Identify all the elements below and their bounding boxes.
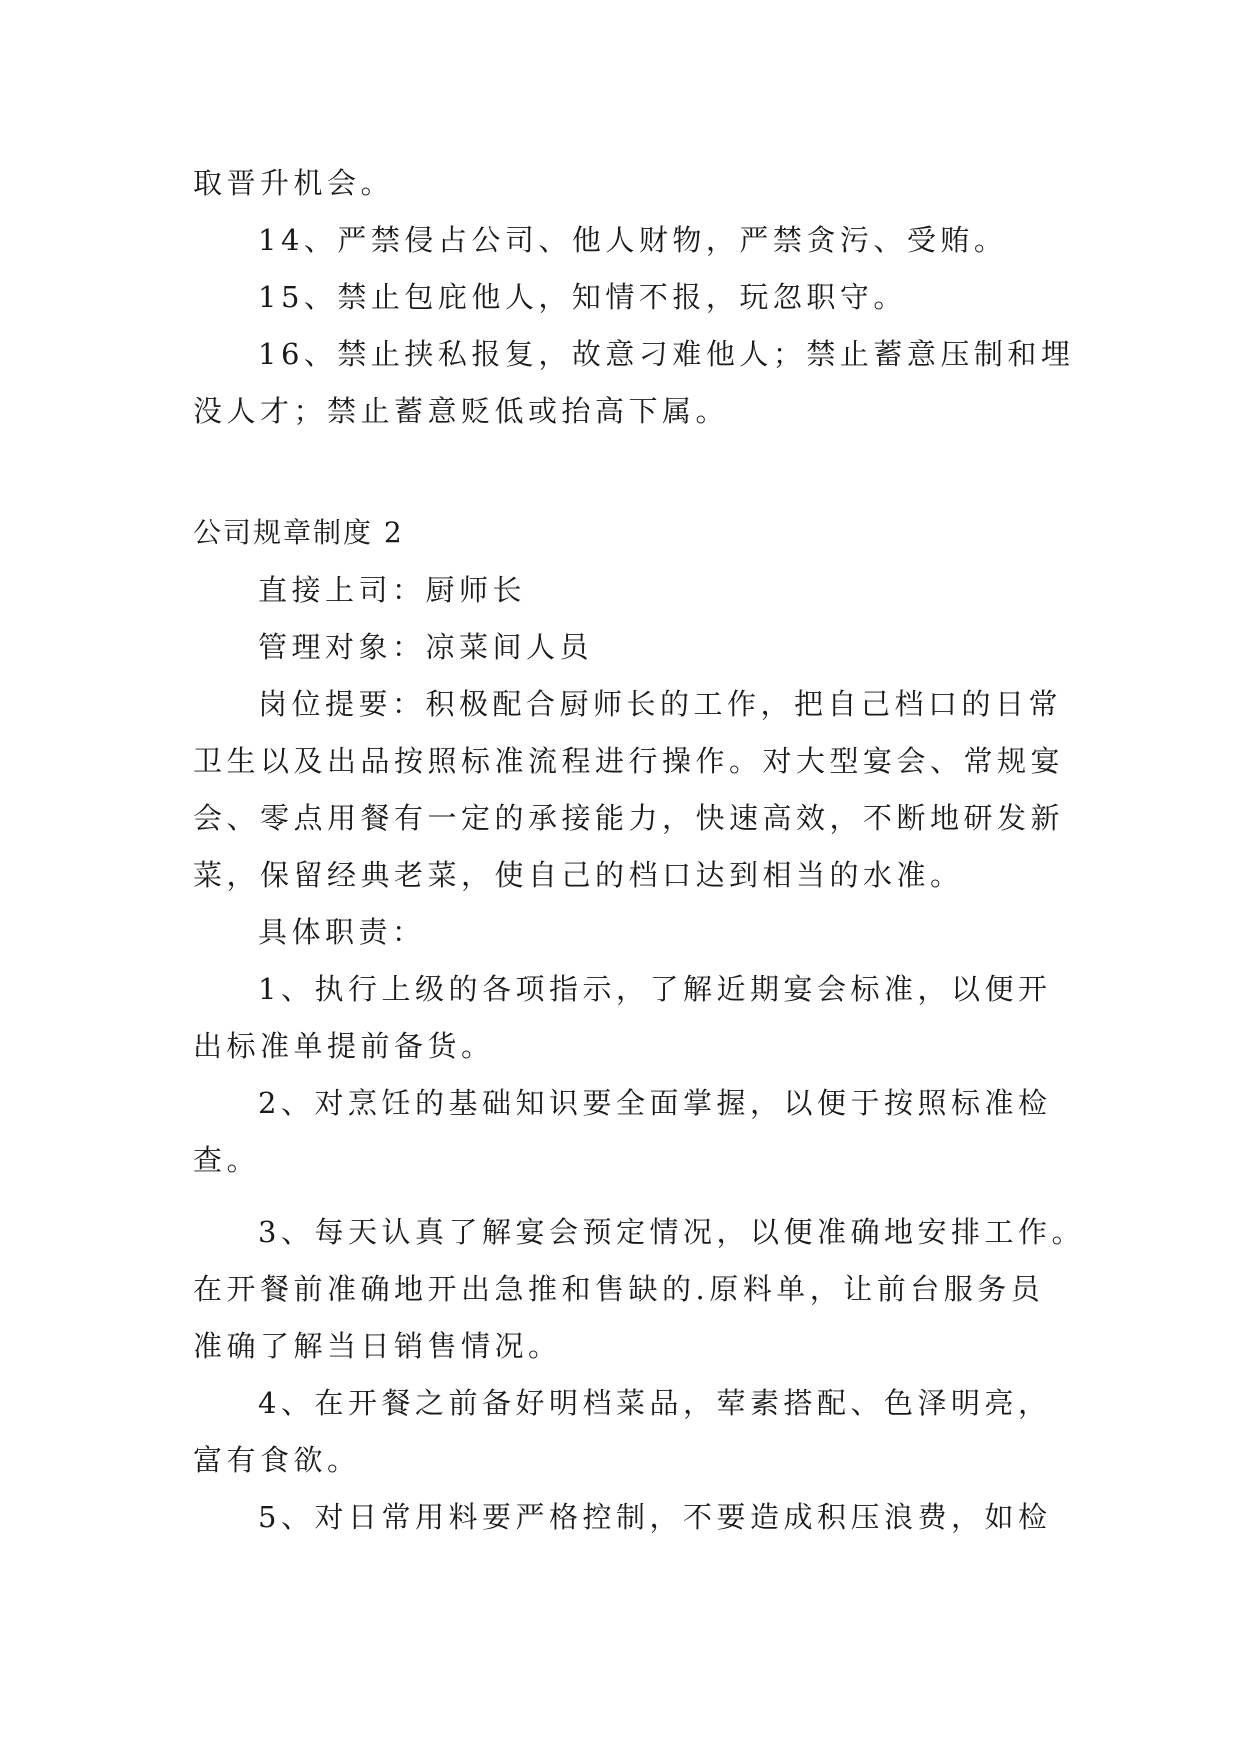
text-line: 4、在开餐之前备好明档菜品，荤素搭配、色泽明亮，	[258, 1386, 1052, 1420]
text-line: 1、执行上级的各项指示，了解近期宴会标准，以便开	[258, 972, 1052, 1006]
text-line: 5、对日常用料要严格控制，不要造成积压浪费，如检	[258, 1500, 1052, 1534]
text-line: 会、零点用餐有一定的承接能力，快速高效，不断地研发新	[193, 801, 1065, 835]
text-line: 准确了解当日销售情况。	[193, 1329, 562, 1363]
text-line: 2、对烹饪的基础知识要全面掌握，以便于按照标准检	[258, 1086, 1052, 1120]
text-line: 菜，保留经典老菜，使自己的档口达到相当的水准。	[193, 858, 964, 892]
text-line: 16、禁止挟私报复，故意刁难他人；禁止蓄意压制和埋	[258, 337, 1075, 371]
text-line: 富有食欲。	[193, 1443, 361, 1477]
section-heading: 公司规章制度 2	[193, 516, 404, 549]
text-line: 取晋升机会。	[193, 166, 395, 200]
text-line: 15、禁止包庇他人，知情不报，玩忽职守。	[258, 280, 907, 314]
text-line: 14、严禁侵占公司、他人财物，严禁贪污、受贿。	[258, 223, 1008, 257]
text-line: 卫生以及出品按照标准流程进行操作。对大型宴会、常规宴	[193, 744, 1065, 778]
text-line: 直接上司：厨师长	[258, 573, 527, 607]
text-line: 具体职责：	[258, 915, 426, 949]
text-line: 查。	[193, 1143, 261, 1177]
text-line: 在开餐前准确地开出急推和售缺的.原料单，让前台服务员	[193, 1272, 1045, 1306]
text-line: 出标准单提前备货。	[193, 1029, 495, 1063]
text-line: 没人才；禁止蓄意贬低或抬高下属。	[193, 394, 730, 428]
text-line: 管理对象：凉菜间人员	[258, 630, 594, 664]
text-line: 3、每天认真了解宴会预定情况，以便准确地安排工作。	[258, 1215, 1085, 1249]
text-line: 岗位提要：积极配合厨师长的工作，把自己档口的日常	[258, 687, 1063, 721]
